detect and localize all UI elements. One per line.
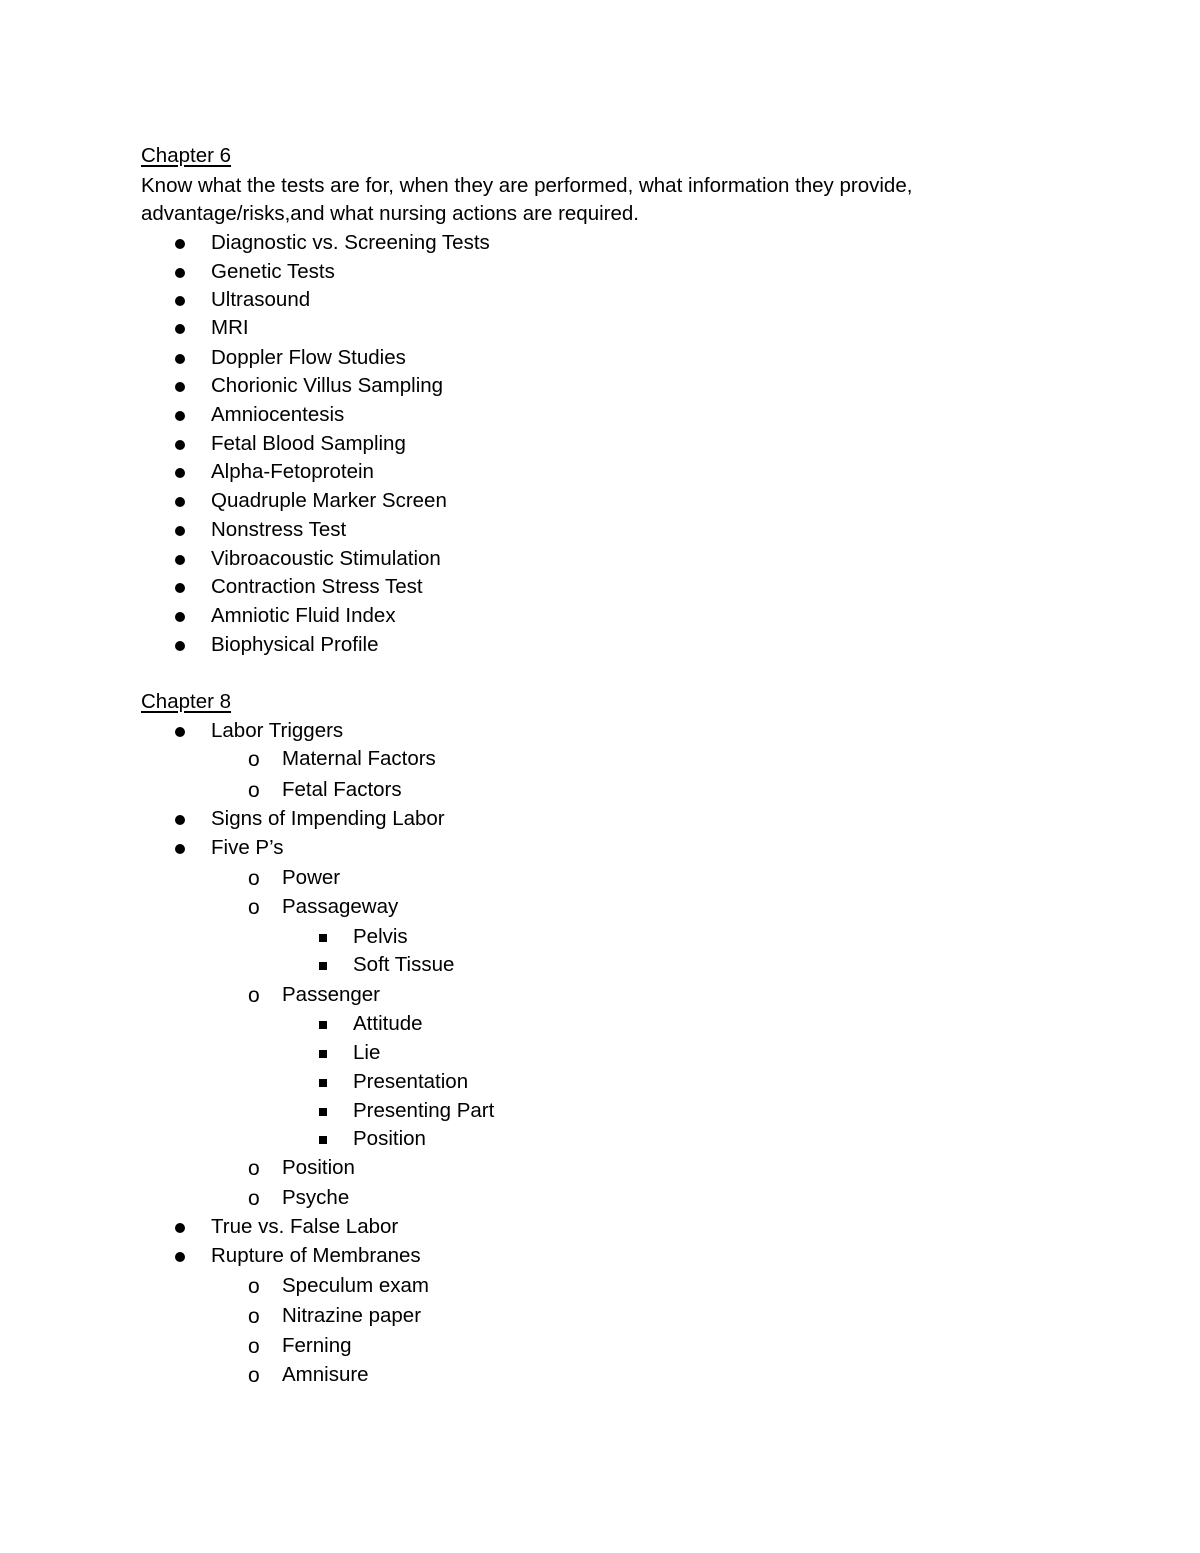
list-item-label: Contraction Stress Test xyxy=(211,575,423,598)
list-item-label: Amniotic Fluid Index xyxy=(211,604,396,627)
bullet-disc-icon xyxy=(175,268,185,278)
list-item-label: Ultrasound xyxy=(211,288,311,311)
list-item-label: Labor Triggers xyxy=(211,719,344,742)
list-item-label: Quadruple Marker Screen xyxy=(211,489,447,512)
bullet-disc-icon xyxy=(175,382,185,392)
list-item-label: Diagnostic vs. Screening Tests xyxy=(211,231,490,254)
bullet-disc-icon xyxy=(175,526,185,536)
bullet-square-icon xyxy=(319,962,327,970)
list-item-label: MRI xyxy=(211,316,249,339)
list-item-label: Fetal Blood Sampling xyxy=(211,432,406,455)
list-item-label: Doppler Flow Studies xyxy=(211,346,406,369)
bullet-disc-icon xyxy=(175,815,185,825)
bullet-disc-icon xyxy=(175,1223,185,1233)
list-item-label: Fetal Factors xyxy=(282,778,402,801)
bullet-circle-icon: o xyxy=(248,867,260,890)
bullet-square-icon xyxy=(319,1136,327,1144)
list-item-label: Nonstress Test xyxy=(211,518,347,541)
list-item-label: Ferning xyxy=(282,1334,352,1357)
bullet-disc-icon xyxy=(175,440,185,450)
list-item-label: Psyche xyxy=(282,1186,350,1209)
bullet-disc-icon xyxy=(175,555,185,565)
bullet-square-icon xyxy=(319,1079,327,1087)
chapter-6-intro-line-1: Know what the tests are for, when they are performed, what information they provide, xyxy=(141,174,913,197)
list-item-label: Amniocentesis xyxy=(211,403,345,426)
bullet-disc-icon xyxy=(175,641,185,651)
list-item-label: Presenting Part xyxy=(353,1099,495,1122)
bullet-disc-icon xyxy=(175,324,185,334)
list-item-label: Genetic Tests xyxy=(211,260,335,283)
list-item-label: Presentation xyxy=(353,1070,469,1093)
list-item-label: True vs. False Labor xyxy=(211,1215,399,1238)
bullet-disc-icon xyxy=(175,612,185,622)
bullet-square-icon xyxy=(319,1021,327,1029)
bullet-circle-icon: o xyxy=(248,1364,260,1387)
list-item-label: Chorionic Villus Sampling xyxy=(211,374,444,397)
list-item-label: Passageway xyxy=(282,895,399,918)
bullet-circle-icon: o xyxy=(248,984,260,1007)
bullet-circle-icon: o xyxy=(248,1335,260,1358)
bullet-circle-icon: o xyxy=(248,1275,260,1298)
list-item-label: Rupture of Membranes xyxy=(211,1244,421,1267)
bullet-disc-icon xyxy=(175,239,185,249)
bullet-circle-icon: o xyxy=(248,748,260,771)
chapter-6-heading: Chapter 6 xyxy=(141,144,232,167)
bullet-circle-icon: o xyxy=(248,779,260,802)
list-item-label: Amnisure xyxy=(282,1363,369,1386)
list-item-label: Soft Tissue xyxy=(353,953,455,976)
bullet-square-icon xyxy=(319,934,327,942)
bullet-disc-icon xyxy=(175,583,185,593)
list-item-label: Pelvis xyxy=(353,925,408,948)
list-item-label: Speculum exam xyxy=(282,1274,429,1297)
list-item-label: Attitude xyxy=(353,1012,423,1035)
list-item-label: Maternal Factors xyxy=(282,747,436,770)
list-item-label: Signs of Impending Labor xyxy=(211,807,445,830)
bullet-disc-icon xyxy=(175,354,185,364)
bullet-disc-icon xyxy=(175,844,185,854)
bullet-disc-icon xyxy=(175,468,185,478)
bullet-circle-icon: o xyxy=(248,896,260,919)
bullet-disc-icon xyxy=(175,296,185,306)
list-item-label: Alpha-Fetoprotein xyxy=(211,460,374,483)
bullet-disc-icon xyxy=(175,497,185,507)
bullet-circle-icon: o xyxy=(248,1305,260,1328)
bullet-disc-icon xyxy=(175,1252,185,1262)
list-item-label: Biophysical Profile xyxy=(211,633,379,656)
list-item-label: Power xyxy=(282,866,341,889)
bullet-circle-icon: o xyxy=(248,1157,260,1180)
bullet-square-icon xyxy=(319,1108,327,1116)
bullet-circle-icon: o xyxy=(248,1187,260,1210)
list-item-label: Position xyxy=(353,1127,426,1150)
bullet-square-icon xyxy=(319,1050,327,1058)
chapter-8-heading: Chapter 8 xyxy=(141,690,232,713)
list-item-label: Vibroacoustic Stimulation xyxy=(211,547,441,570)
chapter-6-intro-line-2: advantage/risks,and what nursing actions are required. xyxy=(141,202,639,225)
list-item-label: Lie xyxy=(353,1041,381,1064)
list-item-label: Position xyxy=(282,1156,355,1179)
bullet-disc-icon xyxy=(175,411,185,421)
bullet-disc-icon xyxy=(175,727,185,737)
list-item-label: Passenger xyxy=(282,983,381,1006)
list-item-label: Nitrazine paper xyxy=(282,1304,422,1327)
list-item-label: Five P’s xyxy=(211,836,284,859)
